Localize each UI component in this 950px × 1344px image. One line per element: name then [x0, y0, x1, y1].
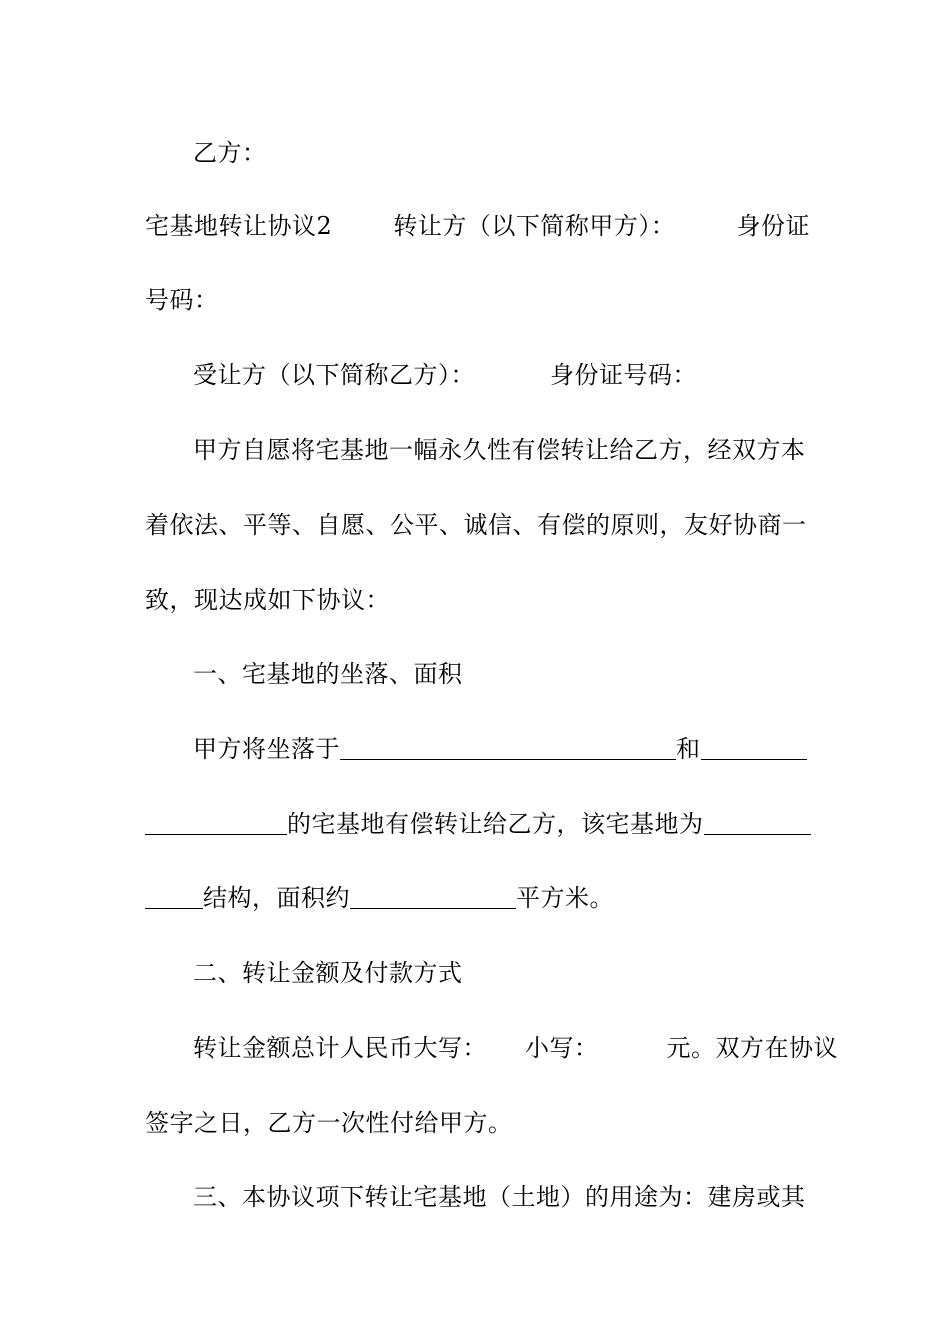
party-b-line: [193, 133, 810, 173]
structure-blank-1[interactable]: [704, 808, 811, 835]
location-line: [193, 729, 810, 769]
area-blank[interactable]: [350, 882, 516, 909]
id-label-start: 身份证: [736, 212, 810, 240]
structure-blank-2[interactable]: [145, 882, 203, 909]
payment-text: 签字之日，乙方一次性付给甲方。: [145, 1109, 513, 1137]
location-blank-2[interactable]: [701, 733, 807, 760]
paragraph-line: [145, 505, 810, 545]
area-unit: 平方米。: [516, 884, 614, 912]
intro-text-1: 甲方自愿将宅基地一幅永久性有偿转让给乙方，经双方本: [193, 436, 806, 464]
location-line-2: [145, 804, 810, 844]
amount-lowercase-label: 小写：: [525, 1034, 599, 1062]
transferee-id-label: 身份证号码：: [550, 361, 697, 389]
section-heading-2: [193, 953, 810, 993]
agreement-title: 宅基地转让协议2: [145, 212, 333, 240]
area-line: [145, 878, 810, 918]
party-b-label: 乙方：: [193, 139, 267, 167]
amount-line: [193, 1028, 838, 1068]
section-heading-3: [193, 1177, 810, 1217]
amount-uppercase-label: 转让金额总计人民币大写：: [193, 1034, 487, 1062]
transferor-label: 转让方（以下简称甲方）：: [393, 212, 676, 240]
paragraph-line: [145, 580, 810, 620]
transferee-line: [193, 355, 810, 395]
location-blank-3[interactable]: [145, 808, 287, 835]
id-number-line: [145, 280, 810, 320]
payment-line: [145, 1103, 810, 1143]
intro-text-3: 致，现达成如下协议：: [145, 586, 390, 614]
id-label-end: 号码：: [145, 286, 219, 314]
area-label: 结构，面积约: [203, 884, 350, 912]
amount-unit-text: 元。双方在协议: [666, 1034, 838, 1062]
agreement-title-line: [145, 206, 810, 246]
section-heading-1: [193, 654, 810, 694]
section-1-title: 一、宅基地的坐落、面积: [193, 660, 463, 688]
location-blank-1[interactable]: [340, 733, 676, 760]
intro-text-2: 着依法、平等、自愿、公平、诚信、有偿的原则，友好协商一: [145, 511, 807, 539]
section-2-title: 二、转让金额及付款方式: [193, 959, 463, 987]
section-3-title: 三、本协议项下转让宅基地（土地）的用途为：建房或其: [193, 1183, 806, 1211]
location-label: 甲方将坐落于: [193, 735, 340, 763]
transferee-label: 受让方（以下简称乙方）：: [193, 361, 475, 389]
paragraph-line: [193, 430, 810, 470]
and-label: 和: [676, 735, 701, 763]
transfer-structure-label: 的宅基地有偿转让给乙方，该宅基地为: [287, 810, 704, 838]
